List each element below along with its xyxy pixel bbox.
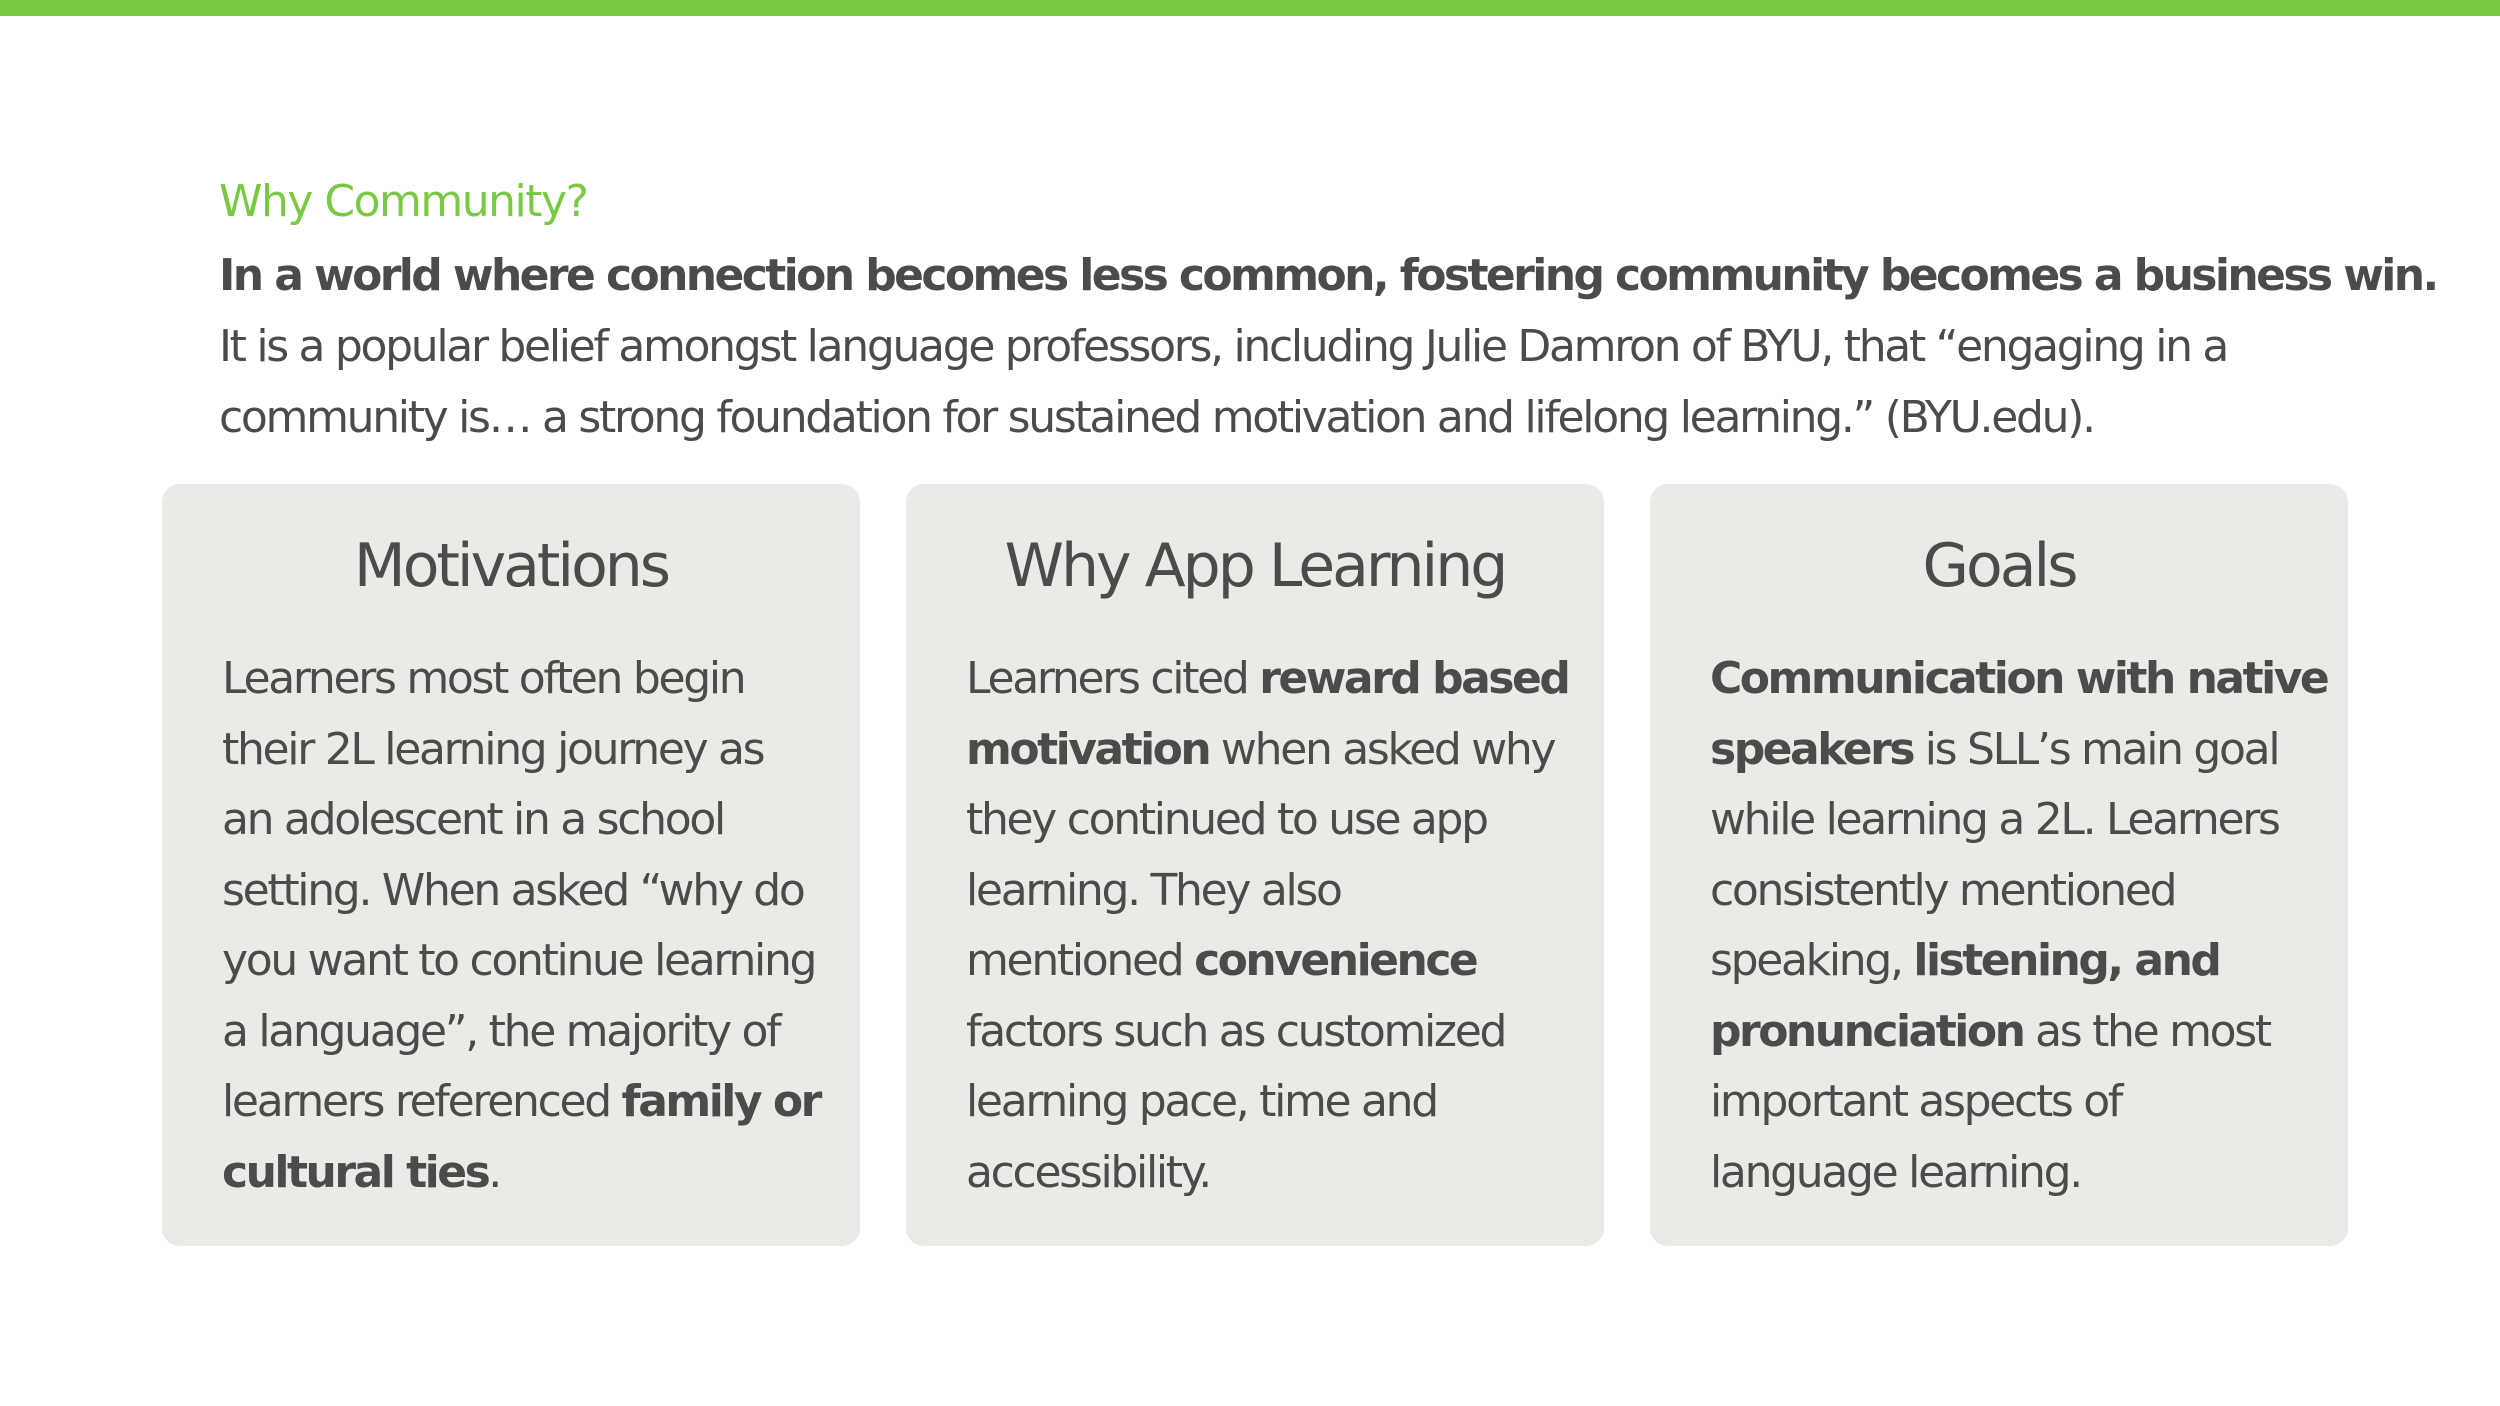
card-line xyxy=(966,715,1606,786)
card-title-why-app-learning: Why App Learning xyxy=(1004,531,1506,601)
card-line xyxy=(1710,926,2350,997)
card-text: speaking, xyxy=(1710,935,1914,986)
card-text: as the most xyxy=(2023,1005,2270,1057)
card-text: . xyxy=(488,1146,500,1198)
card-line: a language”, the majority of xyxy=(222,1005,780,1057)
card-line xyxy=(222,1138,862,1209)
card-line: they continued to use app xyxy=(966,794,1487,845)
card-emphasis: Communication with native xyxy=(1710,653,2328,704)
card-line: factors such as customized xyxy=(966,1005,1506,1057)
card-line: accessibility. xyxy=(966,1146,1210,1198)
card-body-why-app-learning xyxy=(966,644,1606,1208)
card-line: consistently mentioned xyxy=(1710,864,2176,916)
goals-card xyxy=(1650,484,2348,1246)
card-title-motivations: Motivations xyxy=(353,531,669,601)
card-body-motivations xyxy=(222,644,862,1208)
card-line: their 2L learning journey as xyxy=(222,723,764,775)
card-line: setting. When asked “why do xyxy=(222,864,804,916)
card-line: Learners most often begin xyxy=(222,653,745,704)
motivations-card xyxy=(162,484,860,1246)
card-line xyxy=(966,926,1606,997)
card-text: is SLL’s main goal xyxy=(1913,723,2279,775)
card-line: you want to continue learning xyxy=(222,935,816,986)
card-emphasis: family or xyxy=(621,1076,820,1127)
card-emphasis: pronunciation xyxy=(1710,1005,2024,1057)
card-text: learners referenced xyxy=(222,1076,622,1127)
card-emphasis: convenience xyxy=(1194,935,1477,986)
intro-section xyxy=(219,172,2437,453)
card-line: learning. They also xyxy=(966,864,1341,916)
card-line xyxy=(1710,715,2350,786)
card-title-goals: Goals xyxy=(1922,531,2076,601)
why-app-learning-card xyxy=(906,484,1604,1246)
card-line xyxy=(1710,644,2350,715)
headline: In a world where connection becomes less common, fostering community becomes a business win. xyxy=(219,250,2437,301)
top-accent-bar xyxy=(0,0,2500,16)
card-emphasis: listening, and xyxy=(1913,935,2220,986)
card-line xyxy=(1710,997,2350,1068)
card-line: language learning. xyxy=(1710,1146,2081,1198)
card-emphasis: motivation xyxy=(966,723,1210,775)
intro-line-2: community is… a strong foundation for sustained motivation and lifelong learning.” (BYU.edu). xyxy=(219,392,2094,443)
card-text: Learners cited xyxy=(966,653,1260,704)
card-text: mentioned xyxy=(966,935,1195,986)
card-line: an adolescent in a school xyxy=(222,794,724,845)
intro-line-1: It is a popular belief amongst language professors, including Julie Damron of BYU, that “engaging in a xyxy=(219,321,2228,372)
card-line: learning pace, time and xyxy=(966,1076,1437,1127)
card-emphasis: cultural ties xyxy=(222,1146,489,1198)
section-title: Why Community? xyxy=(219,176,588,227)
card-line: while learning a 2L. Learners xyxy=(1710,794,2279,845)
card-emphasis: speakers xyxy=(1710,723,1914,775)
card-text: when asked why xyxy=(1209,723,1555,775)
card-body-goals xyxy=(1710,644,2350,1208)
card-emphasis: reward based xyxy=(1259,653,1569,704)
card-line: important aspects of xyxy=(1710,1076,2122,1127)
card-line xyxy=(966,644,1606,715)
card-line xyxy=(222,1067,862,1138)
intro-text xyxy=(219,240,2437,453)
